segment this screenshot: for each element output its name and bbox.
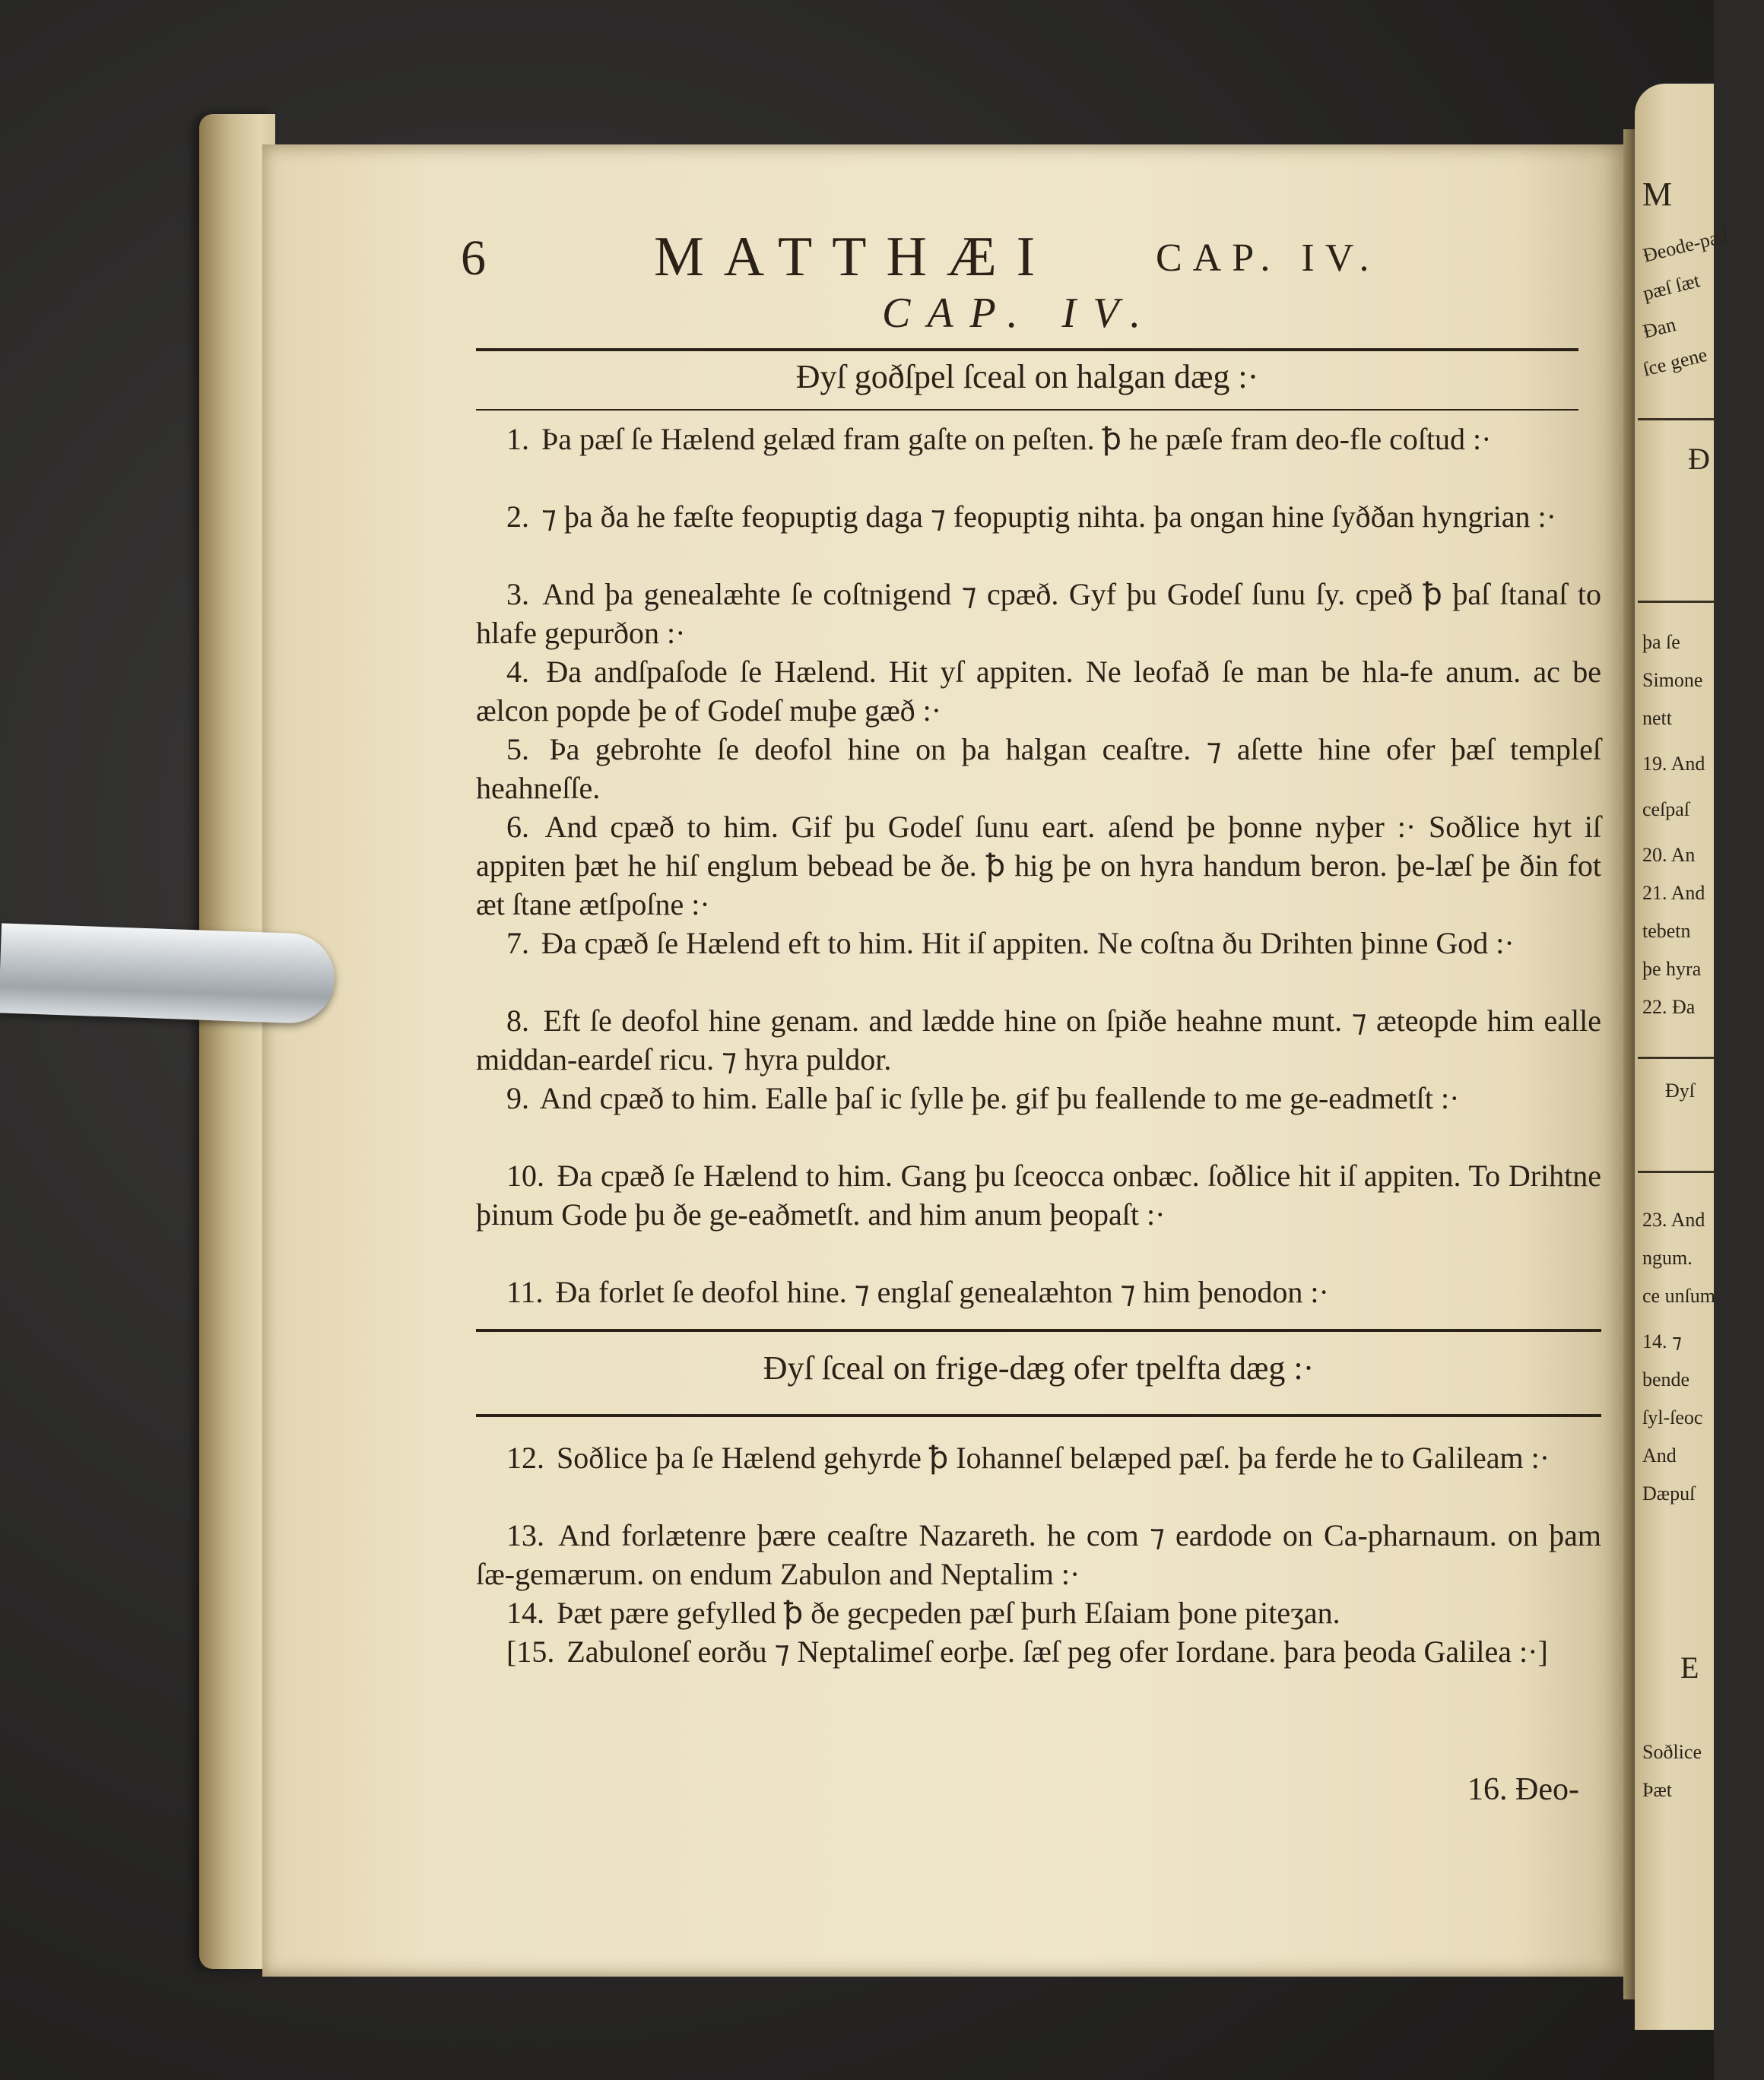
verse-number: 9. <box>506 1081 529 1115</box>
rule <box>476 1329 1601 1332</box>
rule <box>476 1414 1601 1417</box>
running-title: MATTHÆI <box>654 226 1055 288</box>
running-chapter: CAP. IV. <box>1156 236 1380 280</box>
facing-line: ſyl-ſeoc <box>1642 1406 1703 1428</box>
page-number: 6 <box>461 230 486 286</box>
facing-line: Ðeode-pæſ <box>1640 224 1731 267</box>
facing-page-fragment <box>1635 84 1731 2030</box>
facing-line: nett <box>1642 707 1672 729</box>
facing-line: 23. And <box>1642 1209 1705 1231</box>
verse-text: Eft ſe deofol hine genam. and lædde hine on ſpiðe heahne munt. ⁊ æteopde him ealle middan-eardeſ ricu. ⁊ hyra puldor. <box>476 1004 1602 1076</box>
facing-line: ngum. <box>1642 1247 1693 1269</box>
facing-line: Soðlice <box>1642 1741 1702 1763</box>
verse-text: Ða cpæð ſe Hælend to him. Gang þu ſceocca onbæc. ſoðlice hit iſ appiten. To Drihtne þinum Gode þu ðe ge-eaðmetſt. and him anum þeopaſt :· <box>476 1159 1602 1232</box>
verse-number: 11. <box>506 1275 544 1309</box>
facing-line: ſce gene <box>1640 343 1710 381</box>
verse <box>476 924 1601 962</box>
facing-rule <box>1638 601 1714 603</box>
facing-line: 22. Ða <box>1642 996 1696 1018</box>
verse-number: 3. <box>506 577 529 611</box>
facing-line: Ð <box>1688 442 1710 476</box>
verse-number: 1. <box>506 422 529 456</box>
facing-line: þe hyra <box>1642 958 1702 980</box>
facing-line: Þæt <box>1642 1779 1673 1801</box>
verse-text: Zabuloneſ eorðu ⁊ Neptalimeſ eorþe. ſæſ peg ofer Iordane. þara þeoda Galilea :·] <box>566 1635 1548 1669</box>
verse-number: 14. <box>506 1596 544 1630</box>
paper-knife <box>0 923 336 1024</box>
verse-text: ⁊ þa ða he fæſte feopuptig daga ⁊ feopuptig nihta. þa ongan hine ſyððan hyngrian :· <box>541 499 1556 534</box>
verse-text: And cpæð to him. Ealle þaſ ic ſylle þe. gif þu feallende to me ge-eadmetſt :· <box>539 1081 1460 1115</box>
facing-line: 19. And <box>1642 753 1705 775</box>
verse-number: 2. <box>506 499 529 534</box>
facing-line: tebetn <box>1642 920 1691 942</box>
verse <box>476 807 1601 924</box>
verse <box>476 575 1601 652</box>
facing-line: Ðyſ <box>1665 1080 1695 1102</box>
section-heading: Ðyſ ſceal on frige-dæg ofer tpelfta dæg :· <box>763 1349 1315 1387</box>
verse <box>476 497 1601 536</box>
facing-line: M <box>1642 176 1673 213</box>
verse-text: And þa genealæhte ſe coſtnigend ⁊ cpæð. Gyf þu Godeſ ſunu ſy. cpeð ꝥ þaſ ſtanaſ to hlafe gepurðon :· <box>476 577 1601 650</box>
verse <box>476 1438 1601 1477</box>
facing-line: 21. And <box>1642 882 1705 904</box>
verse-number: [15. <box>506 1635 555 1669</box>
verse-text: Soðlice þa ſe Hælend gehyrde ꝥ Iohanneſ belæped pæſ. þa ferde he to Galileam :· <box>557 1441 1550 1475</box>
verse-number: 6. <box>506 810 529 844</box>
verse <box>476 1516 1601 1593</box>
verse <box>476 1632 1601 1671</box>
verse-text: Þæt pære gefylled ꝥ ðe gecpeden pæſ þurh Eſaiam þone piteʒan. <box>557 1596 1340 1630</box>
verse-text: Ða andſpaſode ſe Hælend. Hit yſ appiten. Ne leofað ſe man be hla-fe anum. ac be ælcon popde þe of Godeſ muþe gæð :· <box>476 655 1601 728</box>
facing-line: Dæpuſ <box>1642 1482 1696 1505</box>
verse-number: 10. <box>506 1159 544 1193</box>
facing-rule <box>1638 1057 1714 1059</box>
verse-text: And cpæð to him. Gif þu Godeſ ſunu eart. aſend þe þonne nyþer :· Soðlice hyt iſ appiten þæt he hiſ englum bebead be ðe. ꝥ hig þe on hyra handum beron. þe-læſ þe ðin fot æt ſtane ætſpoſne :· <box>476 810 1602 921</box>
verse <box>476 1593 1601 1632</box>
facing-line: Ðan <box>1640 313 1678 343</box>
rule <box>476 409 1578 411</box>
verse-text: Þa gebrohte ſe deofol hine on þa halgan ceaſtre. ⁊ aſette hine ofer þæſ templeſ heahneſſe. <box>476 732 1601 805</box>
verse <box>476 1079 1601 1118</box>
verse <box>476 420 1601 458</box>
verse-number: 8. <box>506 1004 529 1038</box>
facing-line: þa ſe <box>1642 631 1680 653</box>
facing-line: 20. An <box>1642 844 1696 866</box>
verse-text: Ða cpæð ſe Hælend eft to him. Hit iſ appiten. Ne coſtna ðu Drihten þinne God :· <box>541 926 1515 960</box>
verse <box>476 1001 1601 1079</box>
facing-line: And <box>1642 1444 1677 1466</box>
facing-rule <box>1638 1171 1714 1173</box>
facing-rule <box>1638 418 1714 420</box>
verse-number: 5. <box>506 732 529 766</box>
verse <box>476 652 1601 730</box>
verse-number: 4. <box>506 655 529 689</box>
verse-number: 13. <box>506 1518 544 1552</box>
verse-number: 12. <box>506 1441 544 1475</box>
facing-line: ce unſum <box>1642 1285 1716 1307</box>
facing-line: E <box>1680 1650 1699 1685</box>
verse <box>476 1156 1601 1234</box>
rule <box>476 348 1578 351</box>
verse <box>476 730 1601 807</box>
facing-line: bende <box>1642 1368 1690 1390</box>
verse-text: Þa pæſ ſe Hælend gelæd fram gaſte on peſten. ꝥ he pæſe fram deo-fle coſtud :· <box>541 422 1492 456</box>
catchword: 16. Ðeo- <box>1467 1772 1579 1807</box>
verse-number: 7. <box>506 926 529 960</box>
section-heading: Ðyſ goðſpel ſceal on halgan dæg :· <box>795 358 1259 395</box>
verse-text: Ða forlet ſe deofol hine. ⁊ englaſ genealæhton ⁊ him þenodon :· <box>555 1275 1329 1309</box>
verse <box>476 1273 1601 1311</box>
facing-line: pæſ ſæt <box>1640 269 1702 305</box>
verse-text: And forlætenre þære ceaſtre Nazareth. he com ⁊ eardode on Ca-pharnaum. on þam ſæ-gemærum. on endum Zabulon and Neptalim :· <box>476 1518 1601 1591</box>
chapter-title: CAP. IV. <box>882 290 1158 337</box>
facing-line: Simone <box>1642 669 1703 691</box>
facing-line: 14. ⁊ <box>1642 1330 1682 1352</box>
facing-line: ceſpaſ <box>1642 798 1690 820</box>
